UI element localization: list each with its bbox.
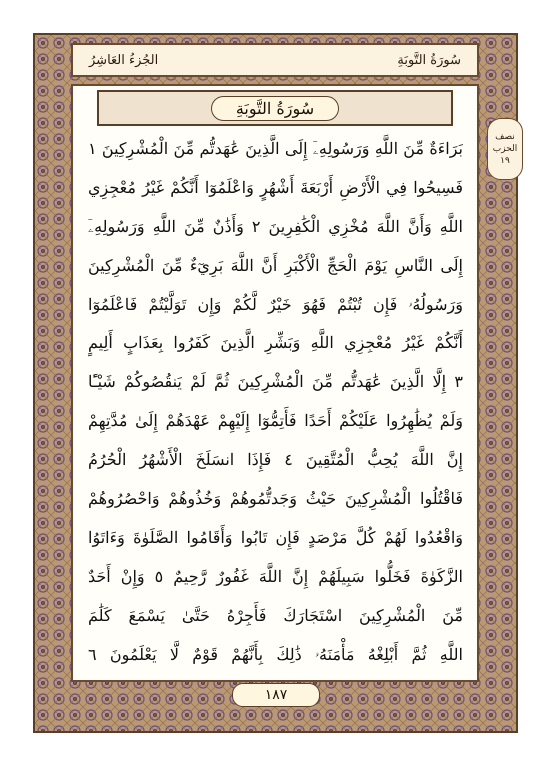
- page-number: ١٨٧: [232, 683, 320, 707]
- hizb-marker-line3: ١٩: [500, 156, 510, 166]
- surah-label: سُورَةُ التَّوبَةِ: [397, 52, 461, 68]
- surah-title: سُورَةُ التَّوبَةِ: [211, 96, 339, 121]
- verse-line: فَاقْتُلُوا الْمُشْرِكِينَ حَيْثُ وَجَدتُّمُوهُمْ وَخُذُوهُمْ وَاحْصُرُوهُمْ: [88, 489, 463, 509]
- verse-text: [88, 130, 463, 675]
- hizb-marker-line2: الحزب: [492, 144, 518, 154]
- page-header: [71, 43, 479, 77]
- verse-line: فَسِيحُوا فِي الْأَرْضِ أَرْبَعَةَ أَشْهُرٍ وَاعْلَمُوٓا أَنَّكُمْ غَيْرُ مُعْجِزِي: [88, 177, 463, 197]
- verse-line: وَاقْعُدُوا لَهُمْ كُلَّ مَرْصَدٍ فَإِن تَابُوا وَأَقَامُوا الصَّلَوٰةَ وَءَاتَوُا: [88, 527, 463, 547]
- verse-line: إِلَى النَّاسِ يَوْمَ الْحَجِّ الْأَكْبَرِ أَنَّ اللَّهَ بَرِيٓءٌ مِّنَ الْمُشْرِكِينَ: [88, 255, 463, 275]
- hizb-marker: [487, 118, 523, 180]
- verse-line: مِّنَ الْمُشْرِكِينَ اسْتَجَارَكَ فَأَجِرْهُ حَتَّىٰ يَسْمَعَ كَلَٰمَ: [88, 605, 463, 625]
- verse-line: إِنَّ اللَّهَ يُحِبُّ الْمُتَّقِينَ ٤ فَإِذَا انسَلَخَ الْأَشْهُرُ الْحُرُمُ: [88, 450, 463, 470]
- verse-line: أَنَّكُمْ غَيْرُ مُعْجِزِي اللَّهِ وَبَشِّرِ الَّذِينَ كَفَرُوا بِعَذَابٍ أَلِيمٍ: [88, 333, 463, 353]
- juz-label: الجُزءُ العَاشِرُ: [89, 52, 159, 68]
- surah-banner: [97, 90, 453, 126]
- verse-line: اللَّهِ وَأَنَّ اللَّهَ مُخْزِي الْكَٰفِرِينَ ٢ وَأَذَٰنٌ مِّنَ اللَّهِ وَرَسُولِهِۦٓ: [88, 216, 463, 236]
- verse-line: وَلَمْ يُظَٰهِرُوا عَلَيْكُمْ أَحَدًا فَأَتِمُّوٓا إِلَيْهِمْ عَهْدَهُمْ إِلَىٰ مُدَّتِهِمْ: [88, 411, 463, 431]
- verse-line: بَرَاءَةٌ مِّنَ اللَّهِ وَرَسُولِهِۦٓ إِلَى الَّذِينَ عَٰهَدتُّم مِّنَ الْمُشْرِكِينَ ١: [88, 139, 463, 158]
- verse-line: الزَّكَوٰةَ فَخَلُّوا سَبِيلَهُمْ إِنَّ اللَّهَ غَفُورٌ رَّحِيمٌ ٥ وَإِنْ أَحَدٌ: [88, 566, 463, 586]
- verse-line: اللَّهِ ثُمَّ أَبْلِغْهُ مَأْمَنَهُۥ ذَٰلِكَ بِأَنَّهُمْ قَوْمٌ لَّا يَعْلَمُونَ ٦: [88, 644, 463, 664]
- verse-line: وَرَسُولُهُۥ فَإِن تُبْتُمْ فَهُوَ خَيْرٌ لَّكُمْ وَإِن تَوَلَّيْتُمْ فَاعْلَمُوٓا: [88, 294, 463, 314]
- hizb-marker-line1: نصف: [495, 132, 515, 142]
- verse-line: ٣ إِلَّا الَّذِينَ عَٰهَدتُّم مِّنَ الْمُشْرِكِينَ ثُمَّ لَمْ يَنقُصُوكُمْ شَيْـًٔا: [88, 372, 463, 392]
